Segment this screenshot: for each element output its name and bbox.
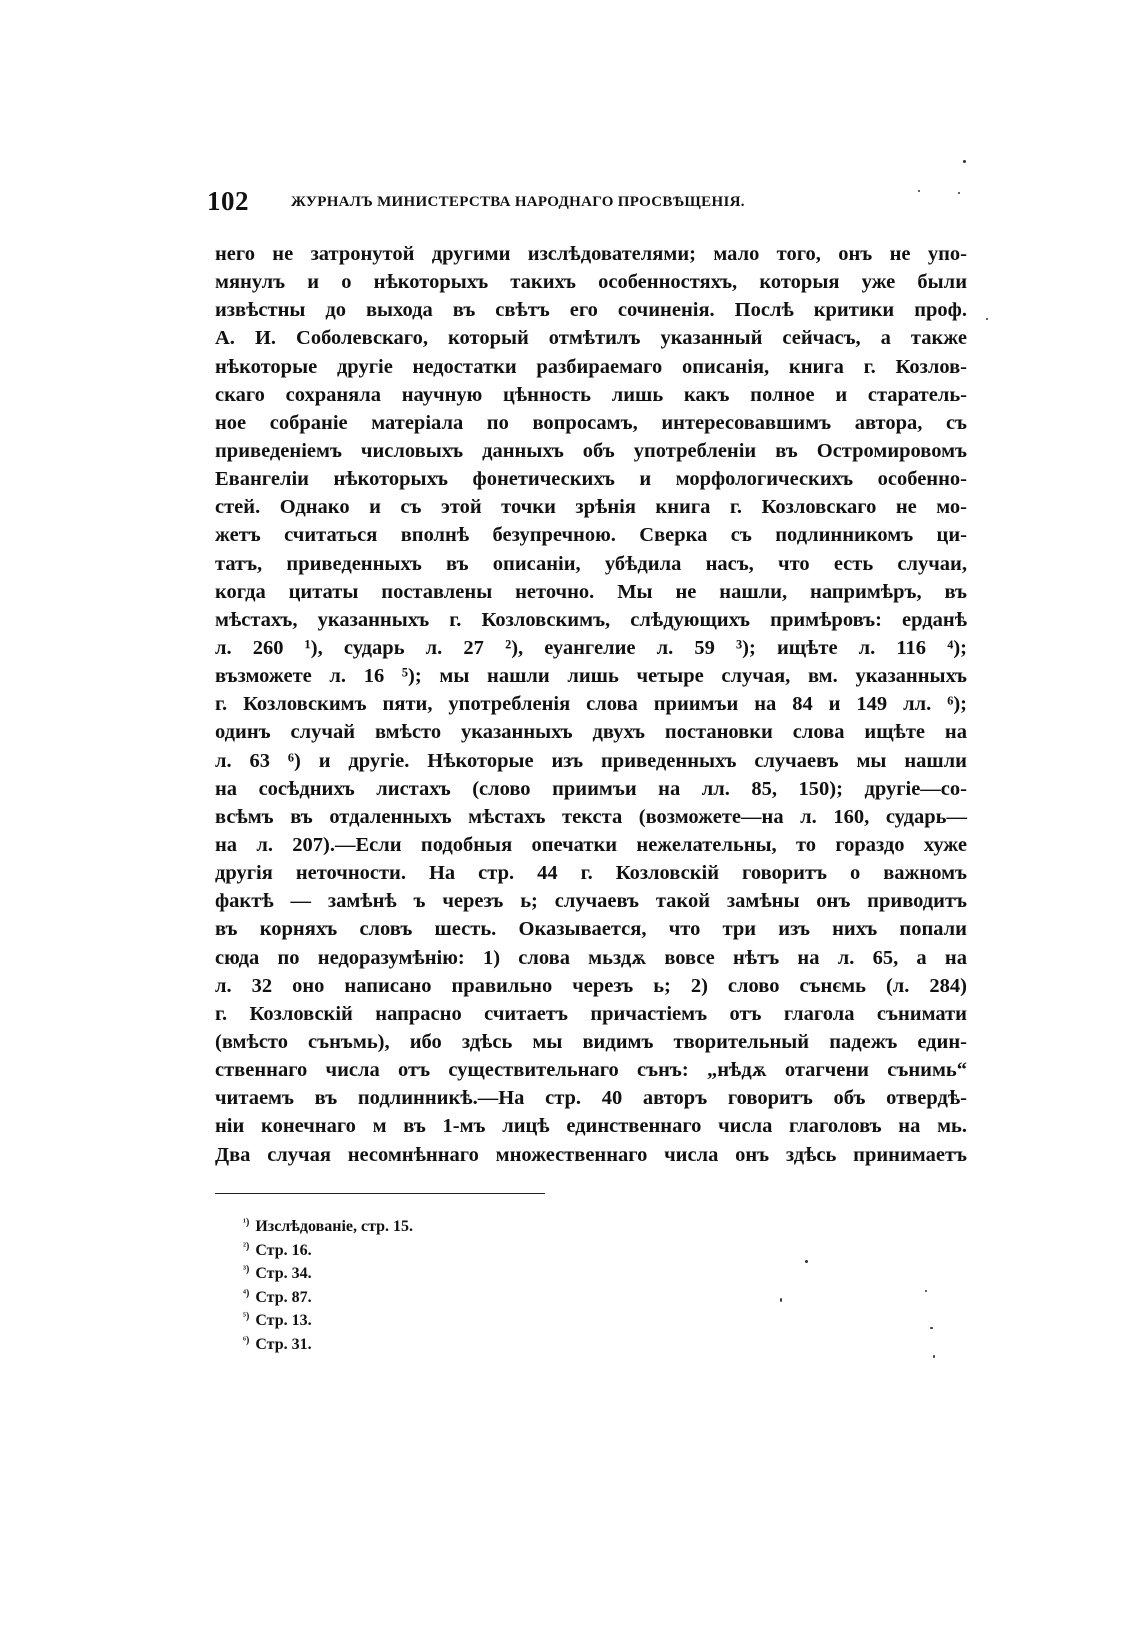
text-line: въ корняхъ словъ шесть. Оказывается, что три изъ нихъ попали (215, 918, 967, 941)
text-line: А. И. Соболевскаго, который отмѣтилъ указанный сейчасъ, а также (215, 327, 967, 350)
body-text (215, 240, 967, 1169)
text-line: Два случая несомнѣннаго множественнаго числа онъ здѣсь принимаетъ (215, 1143, 967, 1166)
text-line: одинъ случай вмѣсто указанныхъ двухъ постановки слова ищѣте на (215, 721, 967, 744)
text-line: л. 32 оно написано правильно черезъ ь; 2) слово сънємь (л. 284) (215, 974, 967, 997)
footnote-mark: ⁶) (243, 1334, 250, 1346)
scan-speck (805, 1260, 808, 1263)
text-line: на л. 207).—Если подобныя опечатки нежелательны, то гораздо хуже (215, 833, 967, 856)
text-line: него не затронутой другими изслѣдователями; мало того, онъ не упо- (215, 243, 967, 265)
scan-speck (933, 1355, 935, 1358)
footnote-mark: ¹) (243, 1217, 250, 1228)
footnote-text: Стр. 13. (255, 1312, 312, 1329)
scan-speck (986, 318, 988, 320)
footnote-text: Стр. 87. (255, 1288, 312, 1306)
text-line: приведеніемъ числовыхъ данныхъ объ употребленіи въ Остромировомъ (215, 439, 967, 462)
footnote (243, 1235, 543, 1259)
footnote (243, 1305, 543, 1329)
footnotes (243, 1211, 543, 1352)
text-line: ственнаго числа отъ существительнаго сънъ: „нѣдѫ отагчени сънимь“ (215, 1059, 967, 1082)
text-line: всѣмъ въ отдаленныхъ мѣстахъ текста (возможете—на л. 160, сударь— (215, 805, 967, 828)
footnote (243, 1329, 543, 1353)
footnote-mark: ³) (243, 1264, 250, 1275)
footnote-text: Стр. 34. (255, 1265, 312, 1282)
text-line: скаго сохраняла научную цѣнность лишь какъ полное и старатель- (215, 383, 967, 406)
text-line: нѣкоторые другіе недостатки разбираемаго описанія, книга г. Козлов- (215, 355, 967, 378)
text-line: л. 63 ⁶) и другіе. Нѣкоторые изъ приведенныхъ случаевъ мы нашли (215, 749, 967, 772)
footnote-mark: ²) (243, 1240, 250, 1252)
scan-speck (925, 1290, 927, 1292)
text-line: (вмѣсто сънъмь), ибо здѣсь мы видимъ творительный падежъ един- (215, 1030, 967, 1053)
text-line: извѣстны до выхода въ свѣтъ его сочиненія. Послѣ критики проф. (215, 299, 967, 322)
footnote-text: Стр. 31. (255, 1335, 312, 1353)
scan-speck (958, 192, 960, 194)
scan-speck (780, 1298, 782, 1302)
scan-speck (963, 160, 966, 163)
text-line: другія неточности. На стр. 44 г. Козловскій говоритъ о важномъ (215, 862, 967, 885)
text-line: татъ, приведенныхъ въ описаніи, убѣдила насъ, что есть случаи, (215, 552, 967, 575)
footnote-mark: ⁵) (243, 1311, 250, 1322)
text-line: когда цитаты поставлены неточно. Мы не нашли, напримѣръ, въ (215, 580, 967, 603)
page-number: 102 (207, 186, 249, 216)
footnote-divider (215, 1193, 545, 1194)
text-line: читаемъ въ подлинникѣ.—На стр. 40 авторъ говоритъ объ отвердѣ- (215, 1087, 967, 1110)
text-line: мянулъ и о нѣкоторыхъ такихъ особенностяхъ, которыя уже были (215, 271, 967, 294)
text-line: г. Козловскимъ пяти, употребленія слова приимъи на 84 и 149 лл. ⁶); (215, 693, 967, 716)
footnote-text: Изслѣдованіе, стр. 15. (255, 1218, 414, 1235)
text-line: Евангеліи нѣкоторыхъ фонетическихъ и морфологическихъ особенно- (215, 468, 967, 491)
text-line: фактѣ — замѣнѣ ъ черезъ ь; случаевъ такой замѣны онъ приводитъ (215, 890, 967, 913)
text-line: на сосѣднихъ листахъ (слово приимъи на лл. 85, 150); другіе—со- (215, 777, 967, 800)
text-line: ніи конечнаго м въ 1-мъ лицѣ единственнаго числа глаголовъ на мь. (215, 1115, 967, 1138)
footnote (243, 1211, 543, 1235)
scan-speck (918, 190, 920, 192)
text-line: л. 260 ¹), сударь л. 27 ²), еуангелие л. 59 ³); ищѣте л. 116 ⁴); (215, 636, 967, 659)
footnote-mark: ⁴) (243, 1287, 250, 1299)
text-line: г. Козловскій напрасно считаетъ причастіемъ отъ глагола сънимати (215, 1002, 967, 1025)
text-line: ное собраніе матеріала по вопросамъ, интересовавшимъ автора, съ (215, 411, 967, 434)
footnote (243, 1282, 543, 1306)
page-header (207, 186, 797, 220)
text-line: жетъ считаться вполнѣ безупречною. Сверка съ подлинникомъ ци- (215, 524, 967, 547)
text-line: сюда по недоразумѣнію: 1) слова мьздѫ вовсе нѣтъ на л. 65, а на (215, 946, 967, 969)
text-line: стей. Однако и съ этой точки зрѣнія книга г. Козловскаго не мо- (215, 496, 967, 519)
text-line: възможете л. 16 ⁵); мы нашли лишь четыре случая, вм. указанныхъ (215, 665, 967, 688)
scan-speck (930, 1327, 933, 1329)
footnote (243, 1258, 543, 1282)
text-line: мѣстахъ, указанныхъ г. Козловскимъ, слѣдующихъ примѣровъ: ерданѣ (215, 608, 967, 631)
running-title: ЖУРНАЛЪ МИНИСТЕРСТВА НАРОДНАГО ПРОСВѢЩЕНІЯ. (291, 194, 745, 210)
footnote-text: Стр. 16. (255, 1241, 312, 1259)
